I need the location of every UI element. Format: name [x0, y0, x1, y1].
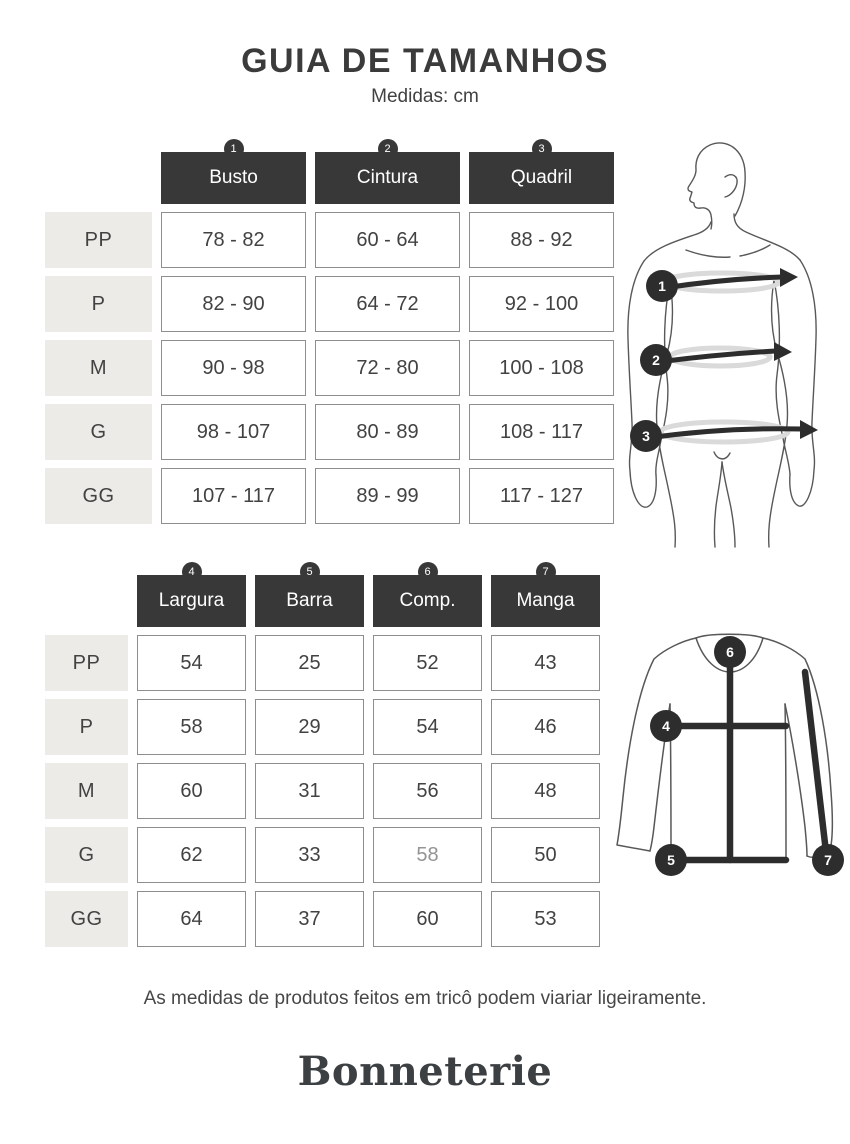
- measurement-cell: 48: [491, 763, 600, 819]
- measurement-cell: 62: [137, 827, 246, 883]
- measurement-cell: 117 - 127: [469, 468, 614, 524]
- page-title: GUIA DE TAMANHOS: [241, 42, 609, 80]
- measurement-cell: 54: [373, 699, 482, 755]
- measurement-cell: 25: [255, 635, 364, 691]
- body-marker-1-number: 1: [658, 278, 666, 294]
- measurement-cell: 100 - 108: [469, 340, 614, 396]
- measurement-cell: 90 - 98: [161, 340, 306, 396]
- body-marker-2-number: 2: [652, 352, 660, 368]
- measurement-cell: 52: [373, 635, 482, 691]
- column-header-manga: [491, 566, 600, 627]
- measurement-cell: 64: [137, 891, 246, 947]
- column-badge-5: 5: [300, 562, 320, 582]
- measurement-cell: 33: [255, 827, 364, 883]
- size-row-label-pp: PP: [45, 635, 128, 691]
- measurement-cell: 82 - 90: [161, 276, 306, 332]
- measurement-cell: 60: [137, 763, 246, 819]
- size-row-label-gg: GG: [45, 891, 128, 947]
- column-badge-4: 4: [182, 562, 202, 582]
- body-measurement-figure: [618, 130, 840, 548]
- body-measurements-table: [45, 143, 614, 524]
- knit-variation-footnote: As medidas de produtos feitos em tricô podem viariar ligeiramente.: [143, 988, 707, 1009]
- body-marker-3-number: 3: [642, 428, 650, 444]
- garment-marker-5-number: 5: [667, 852, 675, 868]
- size-row-label-pp: PP: [45, 212, 152, 268]
- garment-marker-4-number: 4: [662, 718, 670, 734]
- measurement-cell: 37: [255, 891, 364, 947]
- garment-measurements-table: [45, 566, 600, 947]
- column-badge-7: 7: [536, 562, 556, 582]
- measurement-cell: 108 - 117: [469, 404, 614, 460]
- size-row-label-p: P: [45, 699, 128, 755]
- column-badge-2: 2: [378, 139, 398, 159]
- measurement-cell: 29: [255, 699, 364, 755]
- units-subtitle: Medidas: cm: [371, 86, 479, 107]
- measurement-cell: 53: [491, 891, 600, 947]
- measurement-cell: 98 - 107: [161, 404, 306, 460]
- column-header-comp: [373, 566, 482, 627]
- garment-measurement-figure: [608, 612, 848, 908]
- column-badge-6: 6: [418, 562, 438, 582]
- measurement-cell: 56: [373, 763, 482, 819]
- measurement-cell: 58: [373, 827, 482, 883]
- measurement-cell: 50: [491, 827, 600, 883]
- size-row-label-m: M: [45, 763, 128, 819]
- measurement-cell: 64 - 72: [315, 276, 460, 332]
- column-header-cintura: [315, 143, 460, 204]
- bust-arrowhead: [780, 268, 798, 287]
- column-header-label: Largura: [158, 590, 225, 611]
- table-corner-spacer: [45, 152, 152, 204]
- measurement-cell: 60 - 64: [315, 212, 460, 268]
- measurement-cell: 89 - 99: [315, 468, 460, 524]
- table-corner-spacer: [45, 575, 128, 627]
- column-header-barra: [255, 566, 364, 627]
- garment-marker-7-number: 7: [824, 852, 832, 868]
- column-header-label: Cintura: [356, 167, 419, 188]
- column-badge-1: 1: [224, 139, 244, 159]
- column-header-label: Busto: [209, 167, 258, 188]
- measurement-cell: 107 - 117: [161, 468, 306, 524]
- size-row-label-g: G: [45, 404, 152, 460]
- measurement-cell: 58: [137, 699, 246, 755]
- size-row-label-m: M: [45, 340, 152, 396]
- measurement-cell: 72 - 80: [315, 340, 460, 396]
- size-row-label-g: G: [45, 827, 128, 883]
- hip-arrowhead: [800, 420, 818, 439]
- brand-logo: Bonneterie: [297, 1048, 553, 1095]
- column-header-label: Barra: [286, 590, 333, 611]
- column-header-label: Manga: [516, 590, 575, 611]
- column-header-quadril: [469, 143, 614, 204]
- size-row-label-p: P: [45, 276, 152, 332]
- sleeve-line: [805, 672, 826, 852]
- measurement-cell: 31: [255, 763, 364, 819]
- measurement-cell: 43: [491, 635, 600, 691]
- column-header-busto: [161, 143, 306, 204]
- measurement-cell: 92 - 100: [469, 276, 614, 332]
- measurement-cell: 88 - 92: [469, 212, 614, 268]
- measurement-cell: 78 - 82: [161, 212, 306, 268]
- measurement-cell: 60: [373, 891, 482, 947]
- measurement-cell: 80 - 89: [315, 404, 460, 460]
- column-header-label: Comp.: [399, 590, 456, 611]
- garment-marker-6-number: 6: [726, 644, 734, 660]
- column-header-largura: [137, 566, 246, 627]
- size-row-label-gg: GG: [45, 468, 152, 524]
- measurement-cell: 46: [491, 699, 600, 755]
- column-badge-3: 3: [532, 139, 552, 159]
- measurement-cell: 54: [137, 635, 246, 691]
- column-header-label: Quadril: [510, 167, 573, 188]
- waist-arrowhead: [774, 342, 792, 361]
